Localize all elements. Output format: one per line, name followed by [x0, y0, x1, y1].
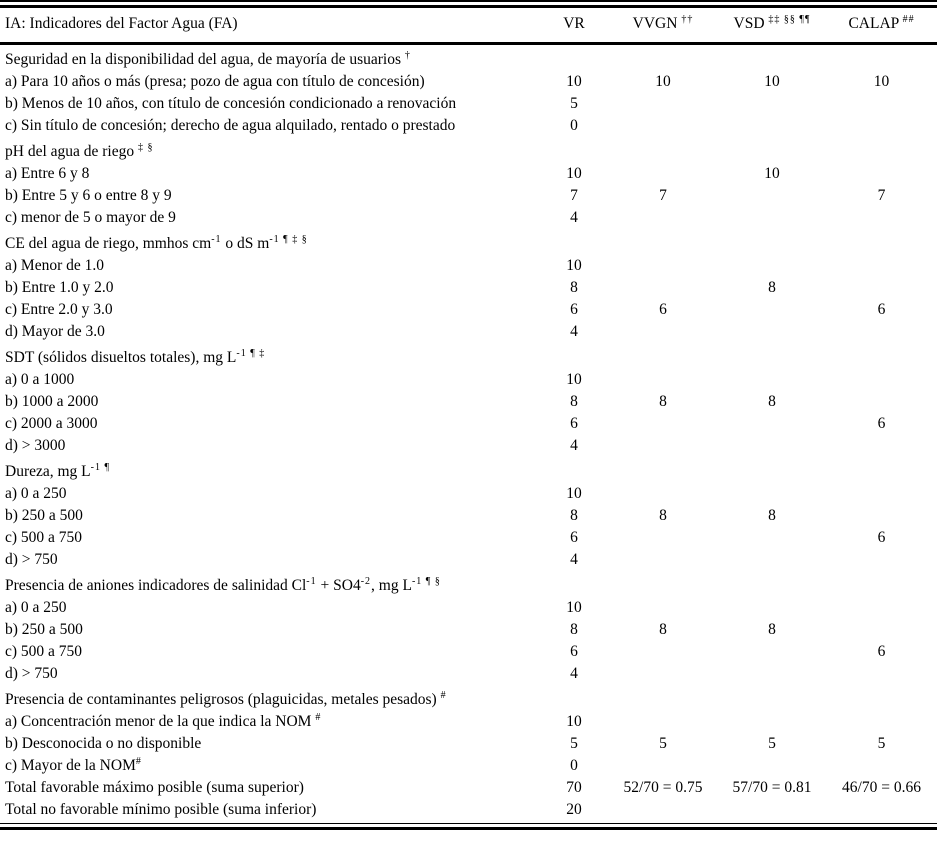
row-label: d) > 750 — [5, 665, 58, 682]
cell-vr: 5 — [570, 735, 578, 752]
cell-calap — [826, 505, 937, 527]
table-row — [0, 207, 937, 229]
cell-vvgn — [608, 255, 718, 277]
table-row — [0, 505, 937, 527]
cell-vvgn: 52/70 = 0.75 — [623, 779, 703, 796]
cell-vsd — [718, 457, 826, 483]
cell-vvgn — [608, 44, 718, 72]
cell-vr: 10 — [566, 165, 582, 182]
cell-calap — [826, 163, 937, 185]
cell-calap — [826, 321, 937, 343]
cell-calap — [826, 44, 937, 72]
cell-vvgn — [608, 483, 718, 505]
cell-vr: 10 — [566, 371, 582, 388]
cell-vsd — [718, 527, 826, 549]
row-label: a) Concentración menor de la que indica la NOM # — [5, 711, 322, 730]
table-row — [0, 733, 937, 755]
table-row — [0, 299, 937, 321]
cell-calap — [826, 391, 937, 413]
row-label: Presencia de contaminantes peligrosos (plaguicidas, metales pesados) # — [5, 689, 447, 708]
cell-calap — [826, 549, 937, 571]
cell-calap — [826, 619, 937, 641]
row-label: b) 1000 a 2000 — [5, 393, 99, 410]
cell-vsd — [718, 549, 826, 571]
cell-vr: 4 — [570, 551, 578, 568]
table-row — [0, 391, 937, 413]
cell-calap: 10 — [873, 73, 890, 90]
cell-vvgn — [608, 137, 718, 163]
row-label: b) Desconocida o no disponible — [5, 735, 202, 752]
cell-vvgn — [608, 163, 718, 185]
cell-vsd — [718, 799, 826, 821]
table-row — [0, 641, 937, 663]
row-label: Dureza, mg $L^{-1 \P}$ — [5, 461, 111, 480]
table-bottom-rule — [0, 823, 937, 830]
cell-vsd: 8 — [768, 621, 776, 638]
cell-calap: 7 — [877, 187, 886, 204]
section-row — [0, 137, 937, 163]
table-row — [0, 413, 937, 435]
cell-vr: 0 — [570, 117, 578, 134]
cell-calap — [826, 483, 937, 505]
header-col-vsd: VSD ‡‡ §§ ¶¶ — [718, 8, 826, 44]
table-row — [0, 185, 937, 207]
section-row — [0, 685, 937, 711]
table-row — [0, 163, 937, 185]
cell-vsd — [718, 255, 826, 277]
cell-calap: 46/70 = 0.66 — [842, 779, 921, 796]
cell-vsd — [718, 44, 826, 72]
header-row — [0, 8, 937, 44]
cell-vvgn — [608, 207, 718, 229]
cell-vsd — [718, 571, 826, 597]
table-row — [0, 369, 937, 391]
cell-vvgn — [608, 663, 718, 685]
table-row — [0, 255, 937, 277]
row-label: Total favorable máximo posible (suma superior) — [5, 779, 304, 796]
cell-calap — [826, 207, 937, 229]
cell-calap — [826, 137, 937, 163]
cell-calap — [826, 663, 937, 685]
header-title: IA: Indicadores del Factor Agua (FA) — [0, 8, 540, 44]
cell-vr: 10 — [566, 257, 582, 274]
cell-vr: 8 — [570, 621, 578, 638]
cell-vsd — [718, 185, 826, 207]
cell-vvgn — [608, 115, 718, 137]
cell-vr: 6 — [570, 529, 578, 546]
row-label: c) 500 a 750 — [5, 529, 83, 546]
cell-vvgn: 8 — [659, 393, 667, 410]
cell-calap — [826, 369, 937, 391]
cell-vr: 10 — [566, 599, 582, 616]
cell-vvgn — [608, 321, 718, 343]
section-row — [0, 457, 937, 483]
cell-vsd: 10 — [764, 165, 780, 182]
cell-calap — [826, 277, 937, 299]
cell-vsd — [718, 229, 826, 255]
row-label: b) Menos de 10 años, con título de concesión condicionado a renovación — [5, 95, 457, 112]
cell-vr: 4 — [570, 209, 578, 226]
cell-vsd: 10 — [764, 73, 780, 90]
table-row — [0, 663, 937, 685]
cell-vvgn: 10 — [655, 73, 671, 90]
cell-vvgn: 5 — [659, 735, 667, 752]
row-label: a) Menor de 1.0 — [5, 257, 104, 274]
row-label: a) Para 10 años o más (presa; pozo de agua con título de concesión) — [5, 73, 425, 90]
cell-vsd: 8 — [768, 279, 776, 296]
cell-calap — [826, 597, 937, 619]
cell-vr: 10 — [566, 485, 582, 502]
cell-vvgn — [608, 549, 718, 571]
row-label: a) 0 a 1000 — [5, 371, 75, 388]
cell-vvgn — [608, 571, 718, 597]
table-body — [0, 44, 937, 822]
cell-vsd — [718, 207, 826, 229]
section-row — [0, 44, 937, 72]
cell-vr: 4 — [570, 665, 578, 682]
cell-vvgn — [608, 685, 718, 711]
table-row — [0, 93, 937, 115]
cell-vvgn — [608, 435, 718, 457]
cell-vr: 70 — [566, 779, 582, 796]
table-row — [0, 619, 937, 641]
cell-vsd — [718, 321, 826, 343]
water-factor-indicators-table — [0, 8, 937, 821]
row-label: Seguridad en la disponibilidad del agua, de mayoría de usuarios † — [5, 49, 411, 68]
table-header — [0, 8, 937, 44]
row-label: c) 500 a 750 — [5, 643, 83, 660]
cell-vsd — [718, 483, 826, 505]
table-row — [0, 71, 937, 93]
cell-vvgn — [608, 755, 718, 777]
row-label: pH del agua de riego ‡ § — [5, 141, 154, 160]
cell-vvgn: 8 — [659, 621, 667, 638]
cell-vvgn: 8 — [659, 507, 667, 524]
cell-vvgn — [608, 711, 718, 733]
cell-vr — [540, 229, 608, 255]
cell-calap — [826, 711, 937, 733]
cell-vr — [540, 137, 608, 163]
cell-vsd — [718, 369, 826, 391]
cell-vr — [540, 44, 608, 72]
row-label: b) 250 a 500 — [5, 507, 83, 524]
cell-calap: 6 — [877, 529, 886, 546]
cell-calap — [826, 229, 937, 255]
cell-calap — [826, 435, 937, 457]
total-row — [0, 777, 937, 799]
table-top-rule — [0, 0, 937, 8]
total-row — [0, 799, 937, 821]
row-label: d) Mayor de 3.0 — [5, 323, 105, 340]
cell-vvgn — [608, 369, 718, 391]
table-row — [0, 483, 937, 505]
header-col-vvgn: VVGN †† — [608, 8, 718, 44]
cell-vr: 6 — [570, 415, 578, 432]
row-label: c) menor de 5 o mayor de 9 — [5, 209, 176, 226]
cell-vvgn — [608, 799, 718, 821]
cell-vvgn — [608, 93, 718, 115]
cell-calap — [826, 799, 937, 821]
cell-calap: 6 — [877, 415, 886, 432]
cell-vr: 8 — [570, 507, 578, 524]
table-row — [0, 755, 937, 777]
cell-vvgn — [608, 457, 718, 483]
cell-calap: 6 — [877, 643, 886, 660]
header-col-vr: VR — [540, 8, 608, 44]
row-label: c) Mayor de la NOM# — [5, 755, 142, 774]
table-row — [0, 321, 937, 343]
row-label: b) 250 a 500 — [5, 621, 83, 638]
table-row — [0, 527, 937, 549]
table-row — [0, 435, 937, 457]
cell-vsd — [718, 343, 826, 369]
cell-vsd — [718, 641, 826, 663]
cell-calap — [826, 343, 937, 369]
row-label: b) Entre 1.0 y 2.0 — [5, 279, 114, 296]
cell-vsd: 8 — [768, 393, 776, 410]
cell-calap — [826, 93, 937, 115]
cell-vr: 6 — [570, 643, 578, 660]
table-row — [0, 549, 937, 571]
cell-vr: 20 — [566, 801, 582, 818]
cell-vsd — [718, 711, 826, 733]
cell-vr — [540, 571, 608, 597]
cell-vsd — [718, 663, 826, 685]
cell-vsd — [718, 685, 826, 711]
cell-vr — [540, 457, 608, 483]
cell-vsd — [718, 755, 826, 777]
cell-calap: 6 — [877, 301, 886, 318]
cell-vsd — [718, 93, 826, 115]
cell-vvgn — [608, 597, 718, 619]
row-label: d) > 3000 — [5, 437, 66, 454]
cell-vvgn — [608, 229, 718, 255]
row-label: a) Entre 6 y 8 — [5, 165, 90, 182]
cell-vr: 4 — [570, 323, 578, 340]
row-label: a) 0 a 250 — [5, 599, 67, 616]
cell-vr — [540, 685, 608, 711]
row-label: Presencia de aniones indicadores de salinidad $Cl^{-1} + SO4^{-2}$, mg $L^{-1 \P \S}$ — [5, 575, 441, 594]
cell-vvgn: 6 — [659, 301, 667, 318]
cell-vr — [540, 343, 608, 369]
cell-vvgn — [608, 277, 718, 299]
cell-calap — [826, 255, 937, 277]
cell-vsd: 8 — [768, 507, 776, 524]
cell-vsd — [718, 597, 826, 619]
cell-vsd: 57/70 = 0.81 — [732, 779, 812, 796]
cell-vvgn: 7 — [659, 187, 667, 204]
cell-vr: 8 — [570, 279, 578, 296]
cell-vsd — [718, 299, 826, 321]
cell-vsd: 5 — [768, 735, 776, 752]
cell-calap — [826, 685, 937, 711]
row-label: c) 2000 a 3000 — [5, 415, 98, 432]
row-label: a) 0 a 250 — [5, 485, 67, 502]
header-col-calap: CALAP ## — [826, 8, 937, 44]
row-label: c) Sin título de concesión; derecho de agua alquilado, rentado o prestado — [5, 117, 456, 134]
cell-vr: 0 — [570, 757, 578, 774]
cell-vsd — [718, 137, 826, 163]
section-row — [0, 571, 937, 597]
cell-vr: 6 — [570, 301, 578, 318]
section-row — [0, 229, 937, 255]
cell-vsd — [718, 115, 826, 137]
cell-vr: 4 — [570, 437, 578, 454]
cell-vvgn — [608, 343, 718, 369]
cell-vsd — [718, 413, 826, 435]
cell-vvgn — [608, 641, 718, 663]
cell-calap — [826, 457, 937, 483]
table-row — [0, 597, 937, 619]
table-row — [0, 115, 937, 137]
cell-vr: 8 — [570, 393, 578, 410]
section-row — [0, 343, 937, 369]
cell-calap — [826, 571, 937, 597]
cell-calap — [826, 115, 937, 137]
cell-vvgn — [608, 527, 718, 549]
table-row — [0, 711, 937, 733]
cell-calap — [826, 755, 937, 777]
cell-vr: 7 — [570, 187, 578, 204]
cell-vr: 10 — [566, 713, 582, 730]
cell-vsd — [718, 435, 826, 457]
table-row — [0, 277, 937, 299]
cell-vvgn — [608, 413, 718, 435]
row-label: c) Entre 2.0 y 3.0 — [5, 301, 113, 318]
cell-vr: 10 — [566, 73, 582, 90]
row-label: Total no favorable mínimo posible (suma inferior) — [5, 801, 317, 818]
row-label: CE del agua de riego, mmhos $cm^{-1}$ o dS $m^{-1 \P \ddagger \S}$ — [5, 233, 308, 252]
cell-vr: 5 — [570, 95, 578, 112]
cell-calap: 5 — [877, 735, 886, 752]
row-label: b) Entre 5 y 6 o entre 8 y 9 — [5, 187, 172, 204]
row-label: SDT (sólidos disueltos totales), mg $L^{-1 \P \ddagger}$ — [5, 347, 266, 366]
row-label: d) > 750 — [5, 551, 58, 568]
